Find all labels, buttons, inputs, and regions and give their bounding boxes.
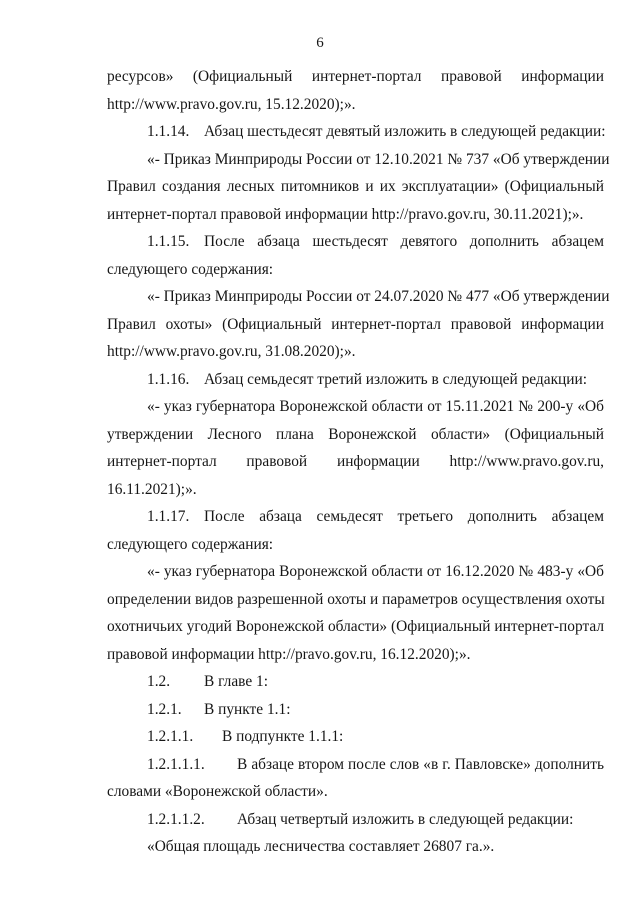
clause-number: 1.2.1.1.1. (147, 755, 205, 773)
text-line (107, 723, 604, 751)
text-line (107, 833, 604, 861)
line-text: «- Приказ Минприроды России от 24.07.2020 № 477 «Об утверждении (147, 288, 610, 305)
text-line (107, 283, 610, 311)
clause-number: 1.1.16. (147, 370, 190, 388)
text-line (107, 63, 604, 91)
text-line (107, 421, 604, 449)
line-text: следующего содержания: (107, 260, 274, 278)
line-text: В абзаце втором после слов «в г. Павловске» дополнить (237, 755, 604, 773)
text-line (107, 668, 604, 696)
clause-number: 1.1.14. (147, 123, 190, 140)
line-text: В пункте 1.1: (204, 700, 291, 718)
line-text: Правил охоты» (Официальный интернет-портал правовой информации (107, 315, 604, 333)
text-line (107, 311, 604, 339)
text-line (107, 806, 604, 834)
text-line (107, 448, 604, 476)
text-line (107, 558, 604, 586)
clause-number: 1.2.1. (147, 700, 182, 718)
line-text: После абзаца семьдесят третьего дополнить абзацем (204, 508, 604, 525)
line-text: Абзац шестьдесят девятый изложить в следующей редакции: (204, 123, 606, 140)
text-line (107, 393, 604, 421)
line-text: В подпункте 1.1.1: (222, 728, 344, 745)
text-line (107, 201, 604, 229)
line-text: В главе 1: (204, 673, 268, 690)
text-line (107, 476, 604, 504)
line-text: интернет-портал правовой информации http://www.pravo.gov.ru, (107, 453, 604, 470)
clause-number: 1.2.1.1. (147, 728, 194, 745)
line-text: определении видов разрешенной охоты и параметров осуществления охоты (107, 590, 605, 608)
line-text: ресурсов» (Официальный интернет-портал правовой информации (107, 68, 604, 85)
text-line (107, 696, 604, 724)
line-text: «- указ губернатора Воронежской области от 16.12.2020 № 483-у «Об (147, 563, 604, 580)
line-text: охотничьих угодий Воронежской области» (Официальный интернет-портал (107, 618, 604, 635)
text-line (107, 641, 604, 669)
line-text: утверждении Лесного плана Воронежской области» (Официальный (107, 425, 604, 443)
clause-number: 1.2. (147, 673, 171, 690)
clause-number: 1.1.15. (147, 233, 190, 250)
text-line (107, 751, 604, 779)
line-text: словами «Воронежской области». (107, 783, 328, 800)
document-body (107, 63, 610, 861)
text-line (107, 503, 604, 531)
text-line (107, 613, 604, 641)
line-text: следующего содержания: (107, 535, 274, 553)
clause-number: 1.1.17. (147, 508, 190, 525)
line-text: Абзац четвертый изложить в следующей редакции: (237, 810, 574, 828)
line-text: После абзаца шестьдесят девятого дополнить абзацем (204, 233, 604, 250)
line-text: Абзац семьдесят третий изложить в следующей редакции: (204, 370, 588, 388)
text-line (107, 173, 604, 201)
line-text: «- Приказ Минприроды России от 12.10.2021 № 737 «Об утверждении (147, 150, 610, 168)
text-line (107, 778, 604, 806)
line-text: «Общая площадь лесничества составляет 26807 га.». (147, 838, 495, 855)
page-number: 6 (316, 35, 324, 51)
line-text: http://www.pravo.gov.ru, 15.12.2020);». (107, 95, 356, 113)
line-text: интернет-портал правовой информации http://pravo.gov.ru, 30.11.2021);». (107, 205, 584, 223)
line-text: 16.11.2021);». (107, 480, 197, 498)
clause-number: 1.2.1.1.2. (147, 810, 205, 828)
line-text: http://www.pravo.gov.ru, 31.08.2020);». (107, 343, 356, 360)
line-text: правовой информации http://pravo.gov.ru, 16.12.2020);». (107, 645, 471, 663)
text-line (107, 256, 604, 284)
text-line (107, 586, 604, 614)
text-line (107, 91, 604, 119)
text-line (107, 366, 604, 394)
line-text: Правил создания лесных питомников и их эксплуатации» (Официальный (107, 178, 604, 195)
text-line (107, 531, 604, 559)
text-line (107, 146, 610, 174)
line-text: «- указ губернатора Воронежской области от 15.11.2021 № 200-у «Об (147, 398, 604, 415)
text-line (107, 118, 604, 146)
text-line (107, 338, 604, 366)
text-line (107, 228, 604, 256)
